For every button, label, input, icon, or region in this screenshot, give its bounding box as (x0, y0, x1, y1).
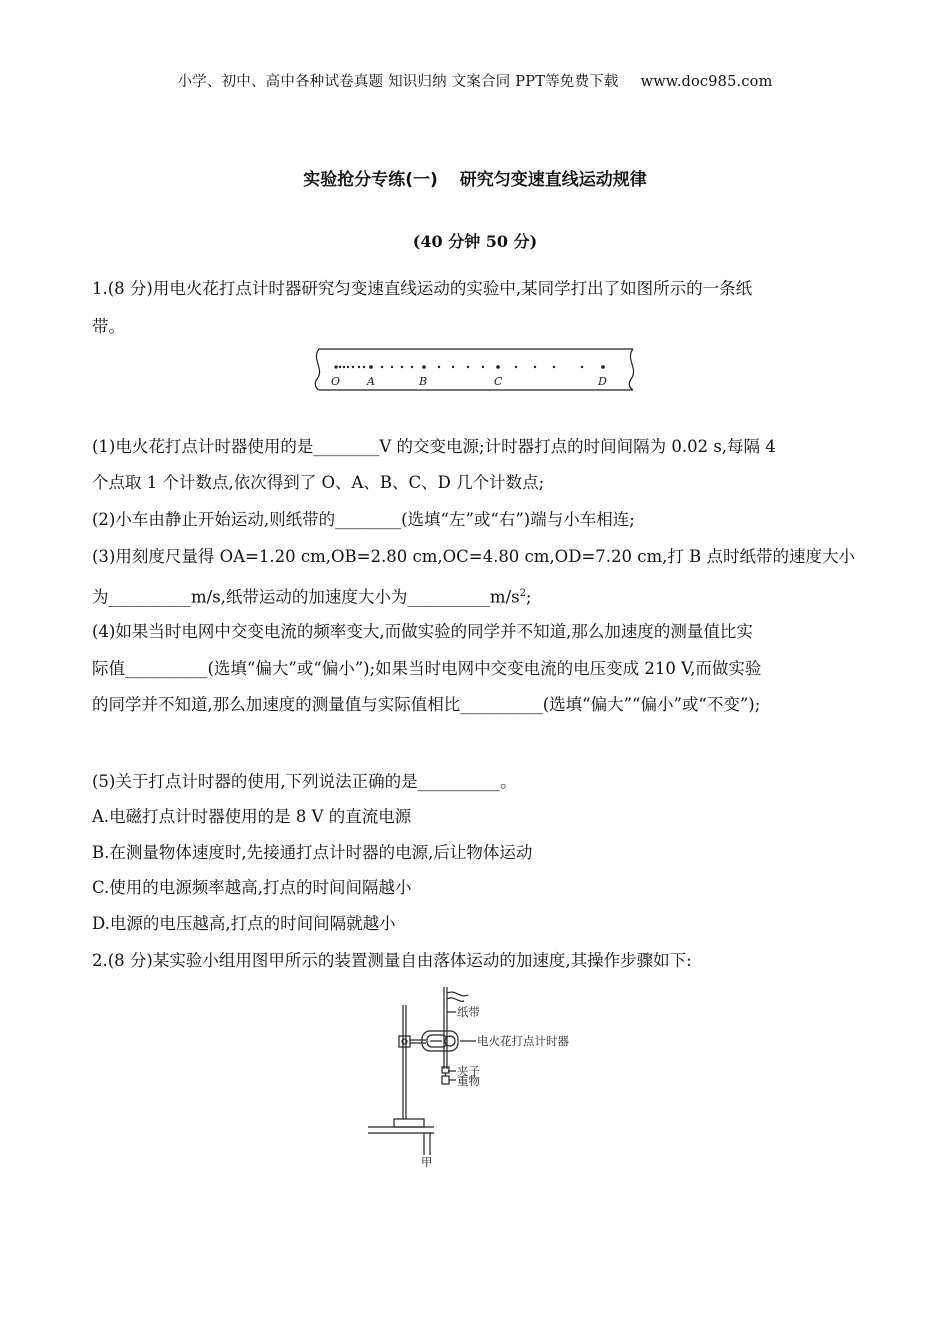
tape-label-b: B (419, 375, 428, 388)
q1-part3-line2-main: 为__________m/s,纸带运动的加速度大小为__________m/s (92, 587, 520, 607)
q1-option-a: A.电磁打点计时器使用的是 8 V 的直流电源 (92, 807, 412, 826)
tape-label-c: C (494, 375, 503, 388)
q1-part4-line1: (4)如果当时电网中交变电流的频率变大,而做实验的同学并不知道,那么加速度的测量值比实 (92, 622, 753, 641)
q1-part3-line2-sup: 2 (519, 588, 526, 599)
label-timer: 电火花打点计时器 (477, 1034, 569, 1048)
q1-part3-line2-end: ; (525, 587, 532, 607)
q1-part3-line1: (3)用刻度尺量得 OA=1.20 cm,OB=2.80 cm,OC=4.80 cm,OD=7.20 cm,打 B 点时纸带的速度大小 (92, 547, 855, 566)
q1-part4-line2: 际值__________(选填“偏大”或“偏小”);如果当时电网中交变电流的电压变成 210 V,而做实验 (92, 659, 762, 678)
q1-intro-line2: 带。 (92, 317, 125, 336)
tape-label-a: A (367, 375, 375, 388)
q1-part2: (2)小车由静止开始运动,则纸带的________(选填“左”或“右”)端与小车相连; (92, 510, 635, 529)
q1-option-c: C.使用的电源频率越高,打点的时间间隔越小 (92, 878, 412, 897)
tape-dots (334, 365, 604, 369)
title-left: 实验抢分专练(一) (303, 170, 438, 190)
tape-label-o: O (331, 375, 341, 388)
label-weight: 重物 (457, 1074, 480, 1088)
tape-outline (315, 349, 633, 390)
q1-part1-line2: 个点取 1 个计数点,依次得到了 O、A、B、C、D 几个计数点; (92, 473, 545, 492)
label-tape: 纸带 (457, 1005, 480, 1019)
q1-option-d: D.电源的电压越高,打点的时间间隔就越小 (92, 914, 396, 933)
paper-tape-figure (311, 345, 641, 395)
page-header (0, 70, 950, 91)
q1-intro-line1: 1.(8 分)用电火花打点计时器研究匀变速直线运动的实验中,某同学打出了如图所示的一条纸 (92, 279, 753, 298)
label-clip: 夹子 (457, 1064, 480, 1078)
tape-label-d: D (598, 375, 607, 388)
figure-caption: 甲 (421, 1155, 433, 1169)
q1-part3-line2 (92, 580, 862, 612)
header-text: 小学、初中、高中各种试卷真题 知识归纳 文案合同 PPT等免费下载 (177, 74, 619, 90)
page-title (0, 165, 950, 190)
apparatus-figure (364, 985, 594, 1170)
q1-part1-line1: (1)电火花打点计时器使用的是________V 的交变电源;计时器打点的时间间隔为 0.02 s,每隔 4 (92, 437, 776, 456)
q1-part4-line3: 的同学并不知道,那么加速度的测量值与实际值相比__________(选填“偏大”“偏小”或“不变”); (92, 695, 761, 714)
q1-option-b: B.在测量物体速度时,先接通打点计时器的电源,后让物体运动 (92, 843, 533, 862)
q2-intro: 2.(8 分)某实验小组用图甲所示的装置测量自由落体运动的加速度,其操作步骤如下: (92, 951, 692, 970)
page-subtitle: (40 分钟 50 分) (412, 232, 538, 251)
q1-part5: (5)关于打点计时器的使用,下列说法正确的是__________。 (92, 772, 517, 791)
title-right: 研究匀变速直线运动规律 (459, 170, 647, 190)
header-site: www.doc985.com (640, 74, 773, 90)
